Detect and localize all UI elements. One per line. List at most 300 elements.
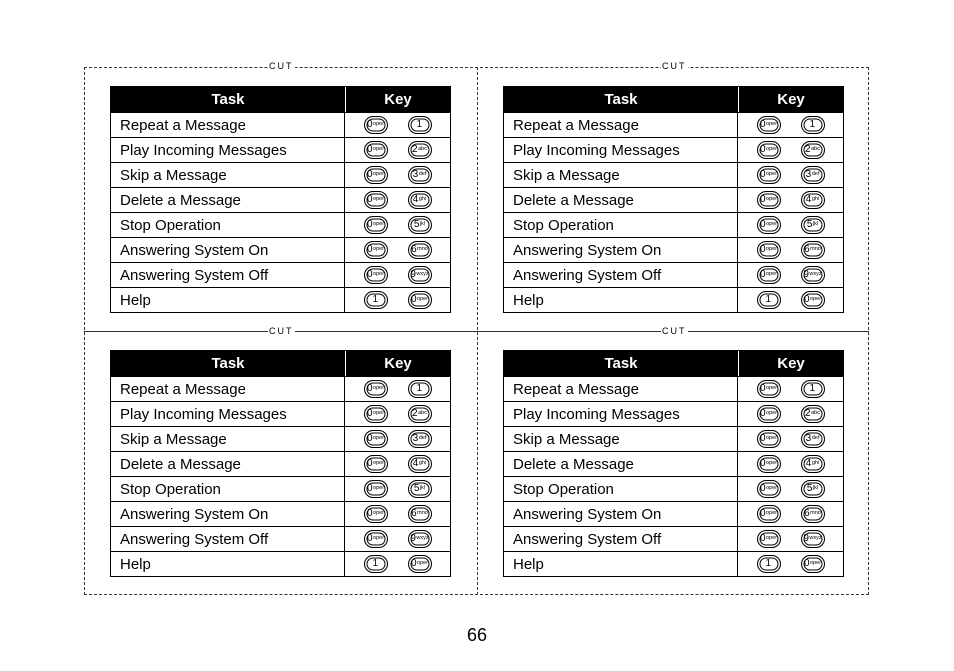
page-number: 66 — [466, 625, 488, 645]
keypad-key-icon — [801, 266, 825, 284]
key-digit: 1 — [809, 119, 816, 130]
table-header — [111, 87, 450, 112]
keypad-key-icon — [364, 266, 388, 284]
key-cell — [738, 238, 843, 262]
key-cell — [738, 213, 843, 237]
task-cell: Play Incoming Messages — [111, 402, 345, 426]
key-cell — [738, 527, 843, 551]
task-cell: Skip a Message — [111, 427, 345, 451]
keypad-key-icon — [408, 216, 432, 234]
keypad-key-icon — [364, 141, 388, 159]
table-row — [111, 526, 450, 551]
cut-label: CUT — [269, 61, 294, 71]
key-letters: abc — [418, 410, 427, 417]
key-cell — [738, 502, 843, 526]
keypad-key-icon — [801, 455, 825, 473]
table-row — [111, 162, 450, 187]
keypad-key-icon — [408, 380, 432, 398]
key-letters: oper — [373, 246, 385, 253]
key-letters: oper — [810, 560, 822, 567]
table-row — [504, 526, 843, 551]
table-row — [111, 262, 450, 287]
task-cell: Answering System On — [504, 502, 738, 526]
key-letters: wxyz — [809, 271, 822, 278]
key-letters: jkl — [812, 221, 819, 228]
key-cell — [345, 477, 450, 501]
keypad-key-icon — [801, 430, 825, 448]
key-digit: 0 — [366, 433, 373, 444]
cut-label: CUT — [269, 326, 294, 336]
key-letters: oper — [766, 410, 778, 417]
table-row — [504, 551, 843, 576]
key-digit: 3 — [412, 169, 419, 180]
key-digit: 0 — [759, 383, 766, 394]
keypad-key-icon — [364, 380, 388, 398]
key-letters: oper — [766, 510, 778, 517]
key-digit: 0 — [366, 244, 373, 255]
key-digit: 0 — [759, 244, 766, 255]
table-row — [504, 451, 843, 476]
table-row — [504, 376, 843, 401]
keypad-key-icon — [364, 116, 388, 134]
table-row — [504, 426, 843, 451]
key-digit: 3 — [805, 433, 812, 444]
task-cell: Stop Operation — [111, 213, 345, 237]
task-cell: Help — [504, 552, 738, 576]
key-letters: ghi — [418, 196, 427, 203]
keypad-key-icon — [801, 141, 825, 159]
key-letters: oper — [373, 221, 385, 228]
key-cell — [345, 452, 450, 476]
table-row — [504, 112, 843, 137]
keypad-key-icon — [364, 480, 388, 498]
key-cell — [738, 138, 843, 162]
key-digit: 9 — [803, 269, 809, 280]
key-digit: 5 — [413, 483, 420, 494]
key-letters: oper — [766, 435, 778, 442]
key-digit: 0 — [366, 194, 373, 205]
task-cell: Delete a Message — [111, 452, 345, 476]
key-digit: 0 — [759, 433, 766, 444]
key-letters: def — [811, 171, 820, 178]
key-cell — [345, 238, 450, 262]
key-letters: mno — [417, 246, 428, 253]
key-letters: def — [811, 435, 820, 442]
key-letters: wxyz — [416, 271, 429, 278]
table-row — [111, 187, 450, 212]
key-letters: oper — [373, 460, 385, 467]
remote-access-card — [503, 86, 844, 313]
keypad-key-icon — [364, 405, 388, 423]
task-cell: Play Incoming Messages — [504, 138, 738, 162]
keypad-key-icon — [408, 166, 432, 184]
key-digit: 1 — [809, 383, 816, 394]
keypad-key-icon — [408, 116, 432, 134]
keypad-key-icon — [801, 291, 825, 309]
keypad-key-icon — [364, 455, 388, 473]
task-cell: Play Incoming Messages — [504, 402, 738, 426]
keypad-key-icon — [801, 191, 825, 209]
key-digit: 0 — [759, 169, 766, 180]
key-digit: 0 — [366, 408, 373, 419]
key-cell — [345, 113, 450, 137]
key-letters: ghi — [811, 196, 820, 203]
table-header — [111, 351, 450, 376]
keypad-key-icon — [408, 530, 432, 548]
table-row — [111, 501, 450, 526]
table-row — [504, 401, 843, 426]
key-cell — [345, 213, 450, 237]
key-cell — [738, 377, 843, 401]
table-row — [504, 187, 843, 212]
task-cell: Answering System On — [111, 502, 345, 526]
key-cell — [738, 113, 843, 137]
key-letters: oper — [373, 196, 385, 203]
task-cell: Play Incoming Messages — [111, 138, 345, 162]
key-letters: oper — [373, 385, 385, 392]
key-digit: 6 — [804, 244, 810, 255]
key-digit: 1 — [765, 558, 772, 569]
table-row — [111, 112, 450, 137]
task-column-header: Task — [504, 351, 739, 376]
table-row — [504, 476, 843, 501]
remote-access-card — [503, 350, 844, 577]
key-digit: 0 — [366, 219, 373, 230]
remote-access-card — [110, 350, 451, 577]
keypad-key-icon — [801, 241, 825, 259]
key-letters: oper — [766, 385, 778, 392]
key-cell — [345, 527, 450, 551]
task-cell: Help — [504, 288, 738, 312]
key-digit: 0 — [366, 383, 373, 394]
task-cell: Answering System Off — [504, 527, 738, 551]
key-digit: 9 — [410, 533, 416, 544]
table-row — [504, 287, 843, 312]
key-letters: oper — [373, 121, 385, 128]
key-column-header: Key — [384, 91, 412, 108]
task-cell: Repeat a Message — [111, 377, 345, 401]
keypad-key-icon — [801, 555, 825, 573]
key-letters: wxyz — [416, 535, 429, 542]
key-letters: oper — [373, 410, 385, 417]
key-cell — [738, 402, 843, 426]
keypad-key-icon — [757, 530, 781, 548]
task-cell: Stop Operation — [504, 477, 738, 501]
key-letters: mno — [810, 510, 821, 517]
table-row — [111, 287, 450, 312]
keypad-key-icon — [408, 266, 432, 284]
key-letters: jkl — [419, 221, 426, 228]
keypad-key-icon — [801, 480, 825, 498]
key-digit: 1 — [765, 294, 772, 305]
task-cell: Answering System Off — [504, 263, 738, 287]
key-digit: 6 — [804, 508, 810, 519]
key-letters: oper — [373, 485, 385, 492]
table-row — [504, 501, 843, 526]
key-digit: 0 — [366, 533, 373, 544]
task-cell: Answering System Off — [111, 527, 345, 551]
keypad-key-icon — [408, 480, 432, 498]
key-letters: ghi — [811, 460, 820, 467]
key-letters: oper — [766, 146, 778, 153]
table-row — [111, 137, 450, 162]
key-letters: oper — [766, 221, 778, 228]
key-letters: oper — [417, 560, 429, 567]
keypad-key-icon — [364, 291, 388, 309]
keypad-key-icon — [408, 555, 432, 573]
key-digit: 1 — [416, 383, 423, 394]
key-digit: 2 — [412, 408, 418, 419]
key-digit: 0 — [410, 294, 417, 305]
key-digit: 1 — [372, 294, 379, 305]
table-row — [504, 137, 843, 162]
key-cell — [345, 263, 450, 287]
key-cell — [345, 188, 450, 212]
keypad-key-icon — [364, 555, 388, 573]
keypad-key-icon — [408, 191, 432, 209]
key-digit: 0 — [759, 533, 766, 544]
task-cell: Delete a Message — [111, 188, 345, 212]
key-digit: 0 — [759, 408, 766, 419]
key-digit: 9 — [803, 533, 809, 544]
key-letters: oper — [766, 460, 778, 467]
table-row — [504, 162, 843, 187]
key-digit: 4 — [805, 458, 812, 469]
keypad-key-icon — [757, 116, 781, 134]
key-letters: oper — [766, 271, 778, 278]
keypad-key-icon — [801, 380, 825, 398]
key-cell — [345, 552, 450, 576]
key-letters: oper — [373, 271, 385, 278]
table-header — [504, 87, 843, 112]
table-row — [111, 426, 450, 451]
key-letters: mno — [417, 510, 428, 517]
keypad-key-icon — [757, 166, 781, 184]
table-row — [504, 262, 843, 287]
key-digit: 0 — [803, 558, 810, 569]
key-digit: 4 — [412, 458, 419, 469]
task-cell: Repeat a Message — [111, 113, 345, 137]
task-cell: Help — [111, 552, 345, 576]
keypad-key-icon — [757, 216, 781, 234]
key-digit: 9 — [410, 269, 416, 280]
key-letters: oper — [810, 296, 822, 303]
key-letters: abc — [811, 146, 820, 153]
table-row — [111, 212, 450, 237]
key-letters: oper — [373, 146, 385, 153]
key-cell — [738, 188, 843, 212]
key-letters: mno — [810, 246, 821, 253]
table-row — [504, 237, 843, 262]
task-cell: Answering System Off — [111, 263, 345, 287]
key-letters: def — [418, 171, 427, 178]
keypad-key-icon — [364, 505, 388, 523]
keypad-key-icon — [757, 291, 781, 309]
key-digit: 1 — [416, 119, 423, 130]
keypad-key-icon — [757, 241, 781, 259]
keypad-key-icon — [757, 480, 781, 498]
key-letters: jkl — [419, 485, 426, 492]
keypad-key-icon — [408, 241, 432, 259]
key-letters: oper — [373, 535, 385, 542]
task-cell: Stop Operation — [111, 477, 345, 501]
table-row — [111, 237, 450, 262]
key-letters: oper — [373, 510, 385, 517]
task-cell: Delete a Message — [504, 452, 738, 476]
key-digit: 0 — [366, 458, 373, 469]
key-letters: oper — [766, 246, 778, 253]
key-digit: 0 — [759, 269, 766, 280]
keypad-key-icon — [408, 141, 432, 159]
table-row — [111, 476, 450, 501]
table-row — [111, 376, 450, 401]
task-cell: Repeat a Message — [504, 377, 738, 401]
keypad-key-icon — [364, 191, 388, 209]
key-cell — [738, 477, 843, 501]
key-digit: 1 — [372, 558, 379, 569]
keypad-key-icon — [408, 291, 432, 309]
key-digit: 2 — [412, 144, 418, 155]
table-row — [504, 212, 843, 237]
key-letters: abc — [418, 146, 427, 153]
key-cell — [345, 427, 450, 451]
key-digit: 5 — [806, 219, 813, 230]
key-letters: oper — [373, 435, 385, 442]
key-letters: jkl — [812, 485, 819, 492]
task-cell: Skip a Message — [504, 163, 738, 187]
task-column-header: Task — [111, 87, 346, 112]
keypad-key-icon — [757, 405, 781, 423]
keypad-key-icon — [757, 555, 781, 573]
key-letters: def — [418, 435, 427, 442]
task-cell: Stop Operation — [504, 213, 738, 237]
key-cell — [345, 163, 450, 187]
keypad-key-icon — [801, 166, 825, 184]
key-digit: 5 — [413, 219, 420, 230]
key-letters: oper — [766, 121, 778, 128]
keypad-key-icon — [364, 530, 388, 548]
key-cell — [738, 452, 843, 476]
keypad-key-icon — [364, 430, 388, 448]
key-digit: 4 — [805, 194, 812, 205]
keypad-key-icon — [408, 455, 432, 473]
task-cell: Answering System On — [504, 238, 738, 262]
key-digit: 0 — [759, 458, 766, 469]
key-digit: 0 — [803, 294, 810, 305]
key-cell — [345, 402, 450, 426]
key-cell — [738, 263, 843, 287]
key-cell — [345, 288, 450, 312]
key-column-header: Key — [384, 355, 412, 372]
keypad-key-icon — [801, 116, 825, 134]
key-cell — [345, 138, 450, 162]
table-row — [111, 551, 450, 576]
key-cell — [738, 163, 843, 187]
task-column-header: Task — [504, 87, 739, 112]
key-letters: oper — [373, 171, 385, 178]
cut-label: CUT — [662, 61, 687, 71]
keypad-key-icon — [757, 505, 781, 523]
key-digit: 0 — [366, 144, 373, 155]
key-letters: ghi — [418, 460, 427, 467]
key-cell — [345, 377, 450, 401]
keypad-key-icon — [364, 216, 388, 234]
keypad-key-icon — [757, 455, 781, 473]
key-digit: 0 — [410, 558, 417, 569]
key-digit: 3 — [805, 169, 812, 180]
keypad-key-icon — [757, 266, 781, 284]
key-digit: 3 — [412, 433, 419, 444]
key-letters: abc — [811, 410, 820, 417]
keypad-key-icon — [757, 191, 781, 209]
key-digit: 0 — [759, 508, 766, 519]
keypad-key-icon — [408, 505, 432, 523]
task-cell: Delete a Message — [504, 188, 738, 212]
task-cell: Skip a Message — [504, 427, 738, 451]
key-cell — [738, 552, 843, 576]
key-digit: 0 — [759, 119, 766, 130]
keypad-key-icon — [757, 141, 781, 159]
table-row — [111, 401, 450, 426]
keypad-key-icon — [801, 505, 825, 523]
keypad-key-icon — [408, 430, 432, 448]
key-digit: 4 — [412, 194, 419, 205]
keypad-key-icon — [408, 405, 432, 423]
key-cell — [345, 502, 450, 526]
key-digit: 2 — [805, 408, 811, 419]
key-column-header: Key — [777, 355, 805, 372]
key-digit: 0 — [366, 269, 373, 280]
task-column-header: Task — [111, 351, 346, 376]
keypad-key-icon — [364, 241, 388, 259]
cut-label: CUT — [662, 326, 687, 336]
key-letters: oper — [417, 296, 429, 303]
task-cell: Repeat a Message — [504, 113, 738, 137]
key-digit: 2 — [805, 144, 811, 155]
key-cell — [738, 288, 843, 312]
key-letters: oper — [766, 485, 778, 492]
key-digit: 6 — [411, 508, 417, 519]
key-letters: oper — [766, 196, 778, 203]
key-digit: 0 — [366, 119, 373, 130]
keypad-key-icon — [801, 216, 825, 234]
task-cell: Help — [111, 288, 345, 312]
key-letters: oper — [766, 535, 778, 542]
key-digit: 0 — [759, 194, 766, 205]
table-row — [111, 451, 450, 476]
key-letters: wxyz — [809, 535, 822, 542]
key-digit: 0 — [366, 483, 373, 494]
task-cell: Answering System On — [111, 238, 345, 262]
key-digit: 0 — [759, 219, 766, 230]
key-digit: 0 — [759, 483, 766, 494]
task-cell: Skip a Message — [111, 163, 345, 187]
keypad-key-icon — [757, 380, 781, 398]
key-digit: 0 — [759, 144, 766, 155]
key-digit: 5 — [806, 483, 813, 494]
keypad-key-icon — [757, 430, 781, 448]
table-header — [504, 351, 843, 376]
key-digit: 0 — [366, 169, 373, 180]
keypad-key-icon — [364, 166, 388, 184]
key-digit: 0 — [366, 508, 373, 519]
keypad-key-icon — [801, 405, 825, 423]
remote-access-card — [110, 86, 451, 313]
key-digit: 6 — [411, 244, 417, 255]
key-letters: oper — [766, 171, 778, 178]
key-column-header: Key — [777, 91, 805, 108]
key-cell — [738, 427, 843, 451]
